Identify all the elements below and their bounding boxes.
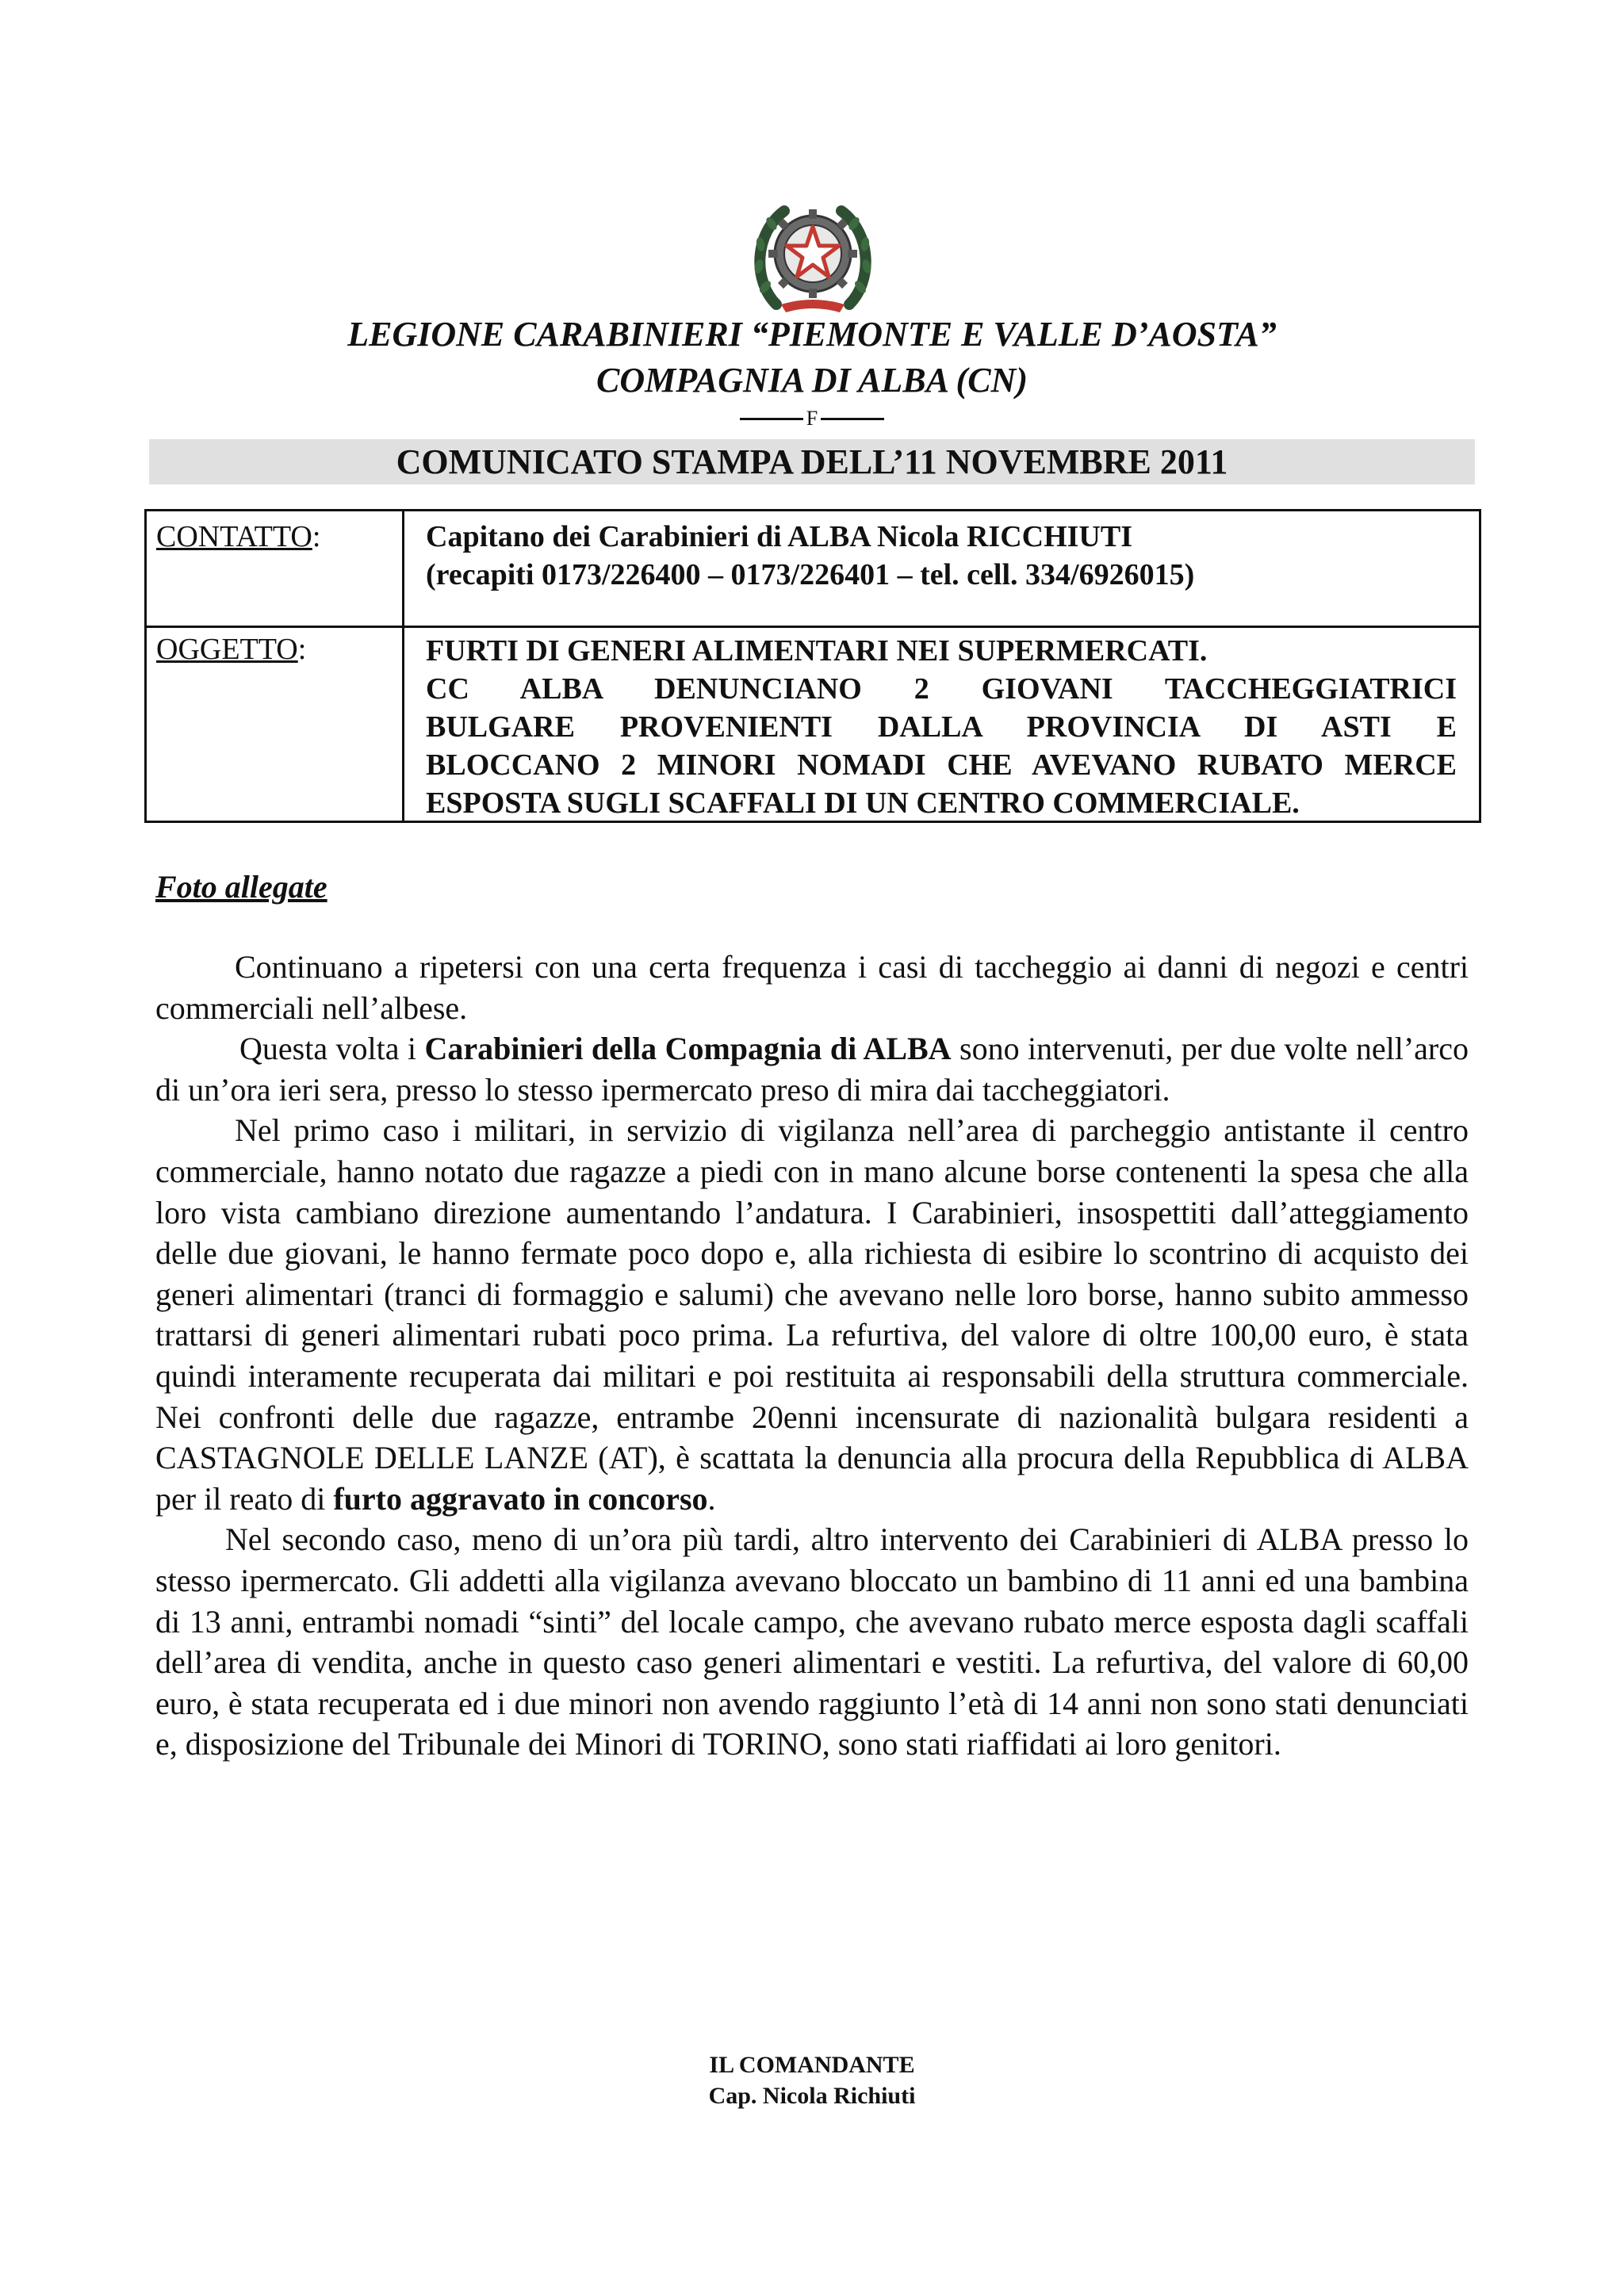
subject-line: CC ALBA DENUNCIANO 2 GIOVANI TACCHEGGIATRICI — [426, 672, 1457, 706]
body-paragraph: Questa volta i Carabinieri della Compagnia di ALBA sono intervenuti, per due volte nell’arco di un’ora ieri sera, presso lo stesso ipermercato preso di mira dai taccheggiatori. — [155, 1031, 1469, 1108]
separator-line-right — [821, 418, 884, 420]
header-legion: LEGIONE CARABINIERI “PIEMONTE E VALLE D’AOSTA” — [347, 315, 1277, 354]
subject-line: BULGARE PROVENIENTI DALLA PROVINCIA DI ASTI E — [426, 710, 1457, 744]
subject-value — [426, 632, 1457, 822]
body-paragraph: Continuano a ripetersi con una certa frequenza i casi di taccheggio ai danni di negozi e centri commerciali nell’albese. — [155, 949, 1469, 1026]
subject-line: BLOCCANO 2 MINORI NOMADI CHE AVEVANO RUBATO MERCE — [426, 748, 1457, 782]
emphasis-text: Carabinieri della Compagnia di ALBA — [424, 1031, 952, 1067]
signature-title: IL COMANDANTE — [709, 2052, 915, 2078]
contact-label: CONTATTO: — [156, 520, 321, 553]
separator-line-left — [740, 418, 803, 420]
signature-name: Cap. Nicola Richiuti — [708, 2083, 916, 2109]
press-release-body — [155, 947, 1469, 1765]
contact-line: Capitano dei Carabinieri di ALBA Nicola RICCHIUTI — [426, 520, 1132, 553]
attachments-heading: Foto allegate — [155, 869, 327, 905]
table-column-divider — [402, 511, 404, 821]
info-table — [144, 509, 1481, 823]
subject-line: FURTI DI GENERI ALIMENTARI NEI SUPERMERCATI. — [426, 634, 1208, 668]
contact-value — [426, 518, 1457, 594]
emphasis-text: furto aggravato in concorso — [333, 1480, 708, 1517]
body-paragraph: Nel secondo caso, meno di un’ora più tardi, altro intervento dei Carabinieri di ALBA presso lo stesso ipermercato. Gli addetti alla vigilanza avevano bloccato un bambino di 11 anni ed una bambina di 13 anni, entrambi nomadi “sinti” del locale campo, che avevano rubato merce esposta dagli scaffali dell’area di vendita, anche in questo caso generi alimentari e vestiti. La refurtiva, del valore di 60,00 euro, è stata recuperata ed i due minori non avendo raggiunto l’età di 14 anni non sono stati denunciati e, disposizione del Tribunale dei Minori di TORINO, sono stati riaffidati ai loro genitori. — [155, 1521, 1469, 1762]
subject-line: ESPOSTA SUGLI SCAFFALI DI UN CENTRO COMMERCIALE. — [426, 786, 1300, 820]
press-release-title: COMUNICATO STAMPA DELL’11 NOVEMBRE 2011 — [149, 439, 1475, 484]
table-row-divider — [147, 626, 1479, 628]
header-separator — [0, 403, 1624, 434]
separator-letter: F — [806, 407, 818, 430]
body-paragraph: Nel primo caso i militari, in servizio di vigilanza nell’area di parcheggio antistante il centro commerciale, hanno notato due ragazze a piedi con in mano alcune borse contenenti la spesa che alla loro vista cambiano direzione aumentando l’andatura. I Carabinieri, insospettiti dall’atteggiamento delle due giovani, le hanno fermate poco dopo e, alla richiesta di esibire lo scontrino di acquisto dei generi alimentari (tranci di formaggio e salumi) che avevano nelle loro borse, hanno subito ammesso trattarsi di generi alimentari rubati poco prima. La refurtiva, del valore di oltre 100,00 euro, è stata quindi interamente recuperata dai militari e poi restituita ai responsabili della struttura commerciale. Nei confronti delle due ragazze, entrambe 20enni incensurate di nazionalità bulgara residenti a CASTAGNOLE DELLE LANZE (AT), è scattata la denuncia alla procura della Repubblica di ALBA per il reato di furto aggravato in concorso. — [155, 1112, 1469, 1517]
header-company: COMPAGNIA DI ALBA (CN) — [596, 361, 1028, 400]
italian-republic-emblem-icon — [749, 193, 876, 319]
contact-line: (recapiti 0173/226400 – 0173/226401 – tel. cell. 334/6926015) — [426, 558, 1195, 591]
subject-label: OGGETTO: — [156, 633, 307, 666]
